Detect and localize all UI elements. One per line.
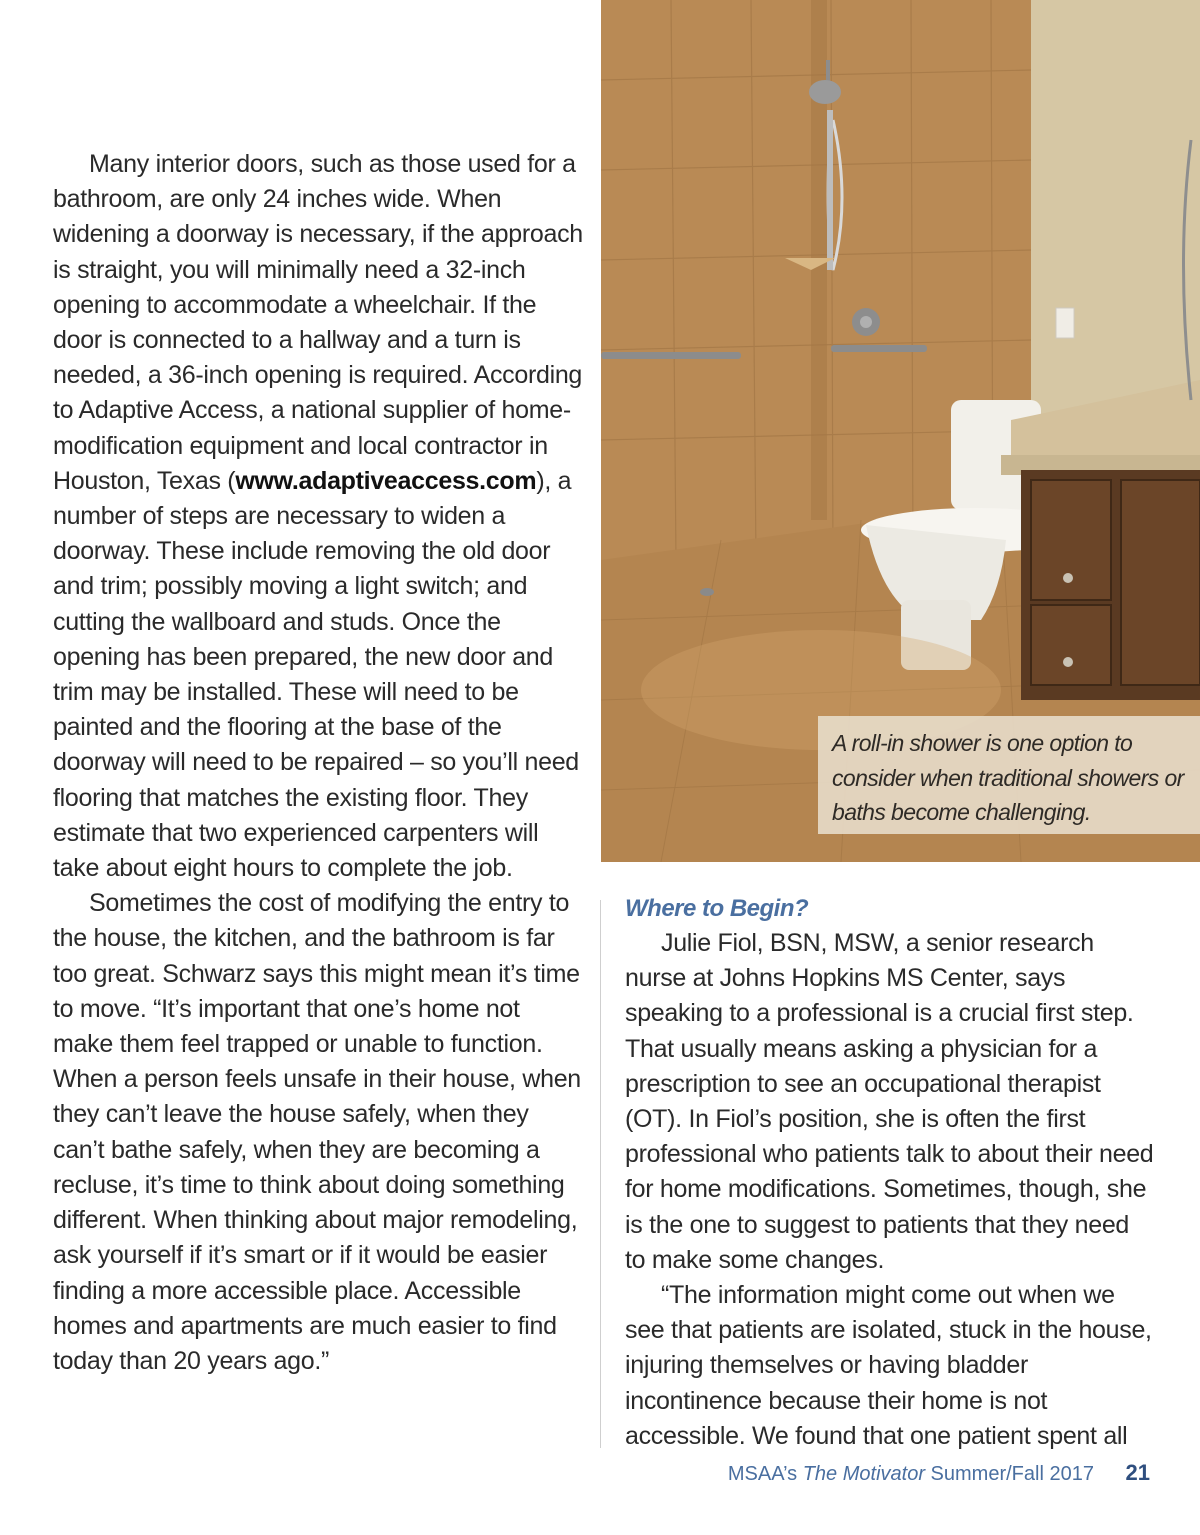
page-number: 21 [1125,1460,1150,1485]
footer-publisher: MSAA’s [727,1463,798,1485]
left-text-column [53,147,583,1379]
paragraph-text: Many interior doors, such as those used for a bathroom, are only 24 inches wide. When widening a doorway is necessary, if the approach is straight, you will minimally need a 32-inch opening to accommodate a wheelchair. If the door is connected to a hallway and a turn is needed, a 36-inch opening is required. According to Adaptive Access, a national supplier of home-modification equipment and local contractor in Houston, Texas ( [53,150,583,495]
website-link[interactable]: www.adaptiveaccess.com [235,466,537,495]
column-divider [600,900,601,1448]
page-footer [728,1460,1150,1486]
footer-issue: Summer/Fall 2017 [930,1463,1094,1485]
section-subhead: Where to Begin? [625,895,809,922]
paragraph: “The information might come out when we see that patients are isolated, stuck in the house, injuring themselves or having bladder incontinence because their home is not accessible. We found that one patient spent all [625,1281,1152,1450]
photo-caption: A roll-in shower is one option to consider when traditional showers or baths become challenging. [832,730,1184,825]
paragraph-text: ), a number of steps are necessary to widen a doorway. These include removing the old door and trim; possibly moving a light switch; and cutting the wallboard and studs. Once the opening has been prepared, the new door and trim may be installed. These will need to be painted and the flooring at the base of the doorway will need to be repaired – so you’ll need flooring that matches the existing floor. They estimate that two experienced carpenters will take about eight hours to complete the job. [53,466,579,883]
paragraph: Julie Fiol, BSN, MSW, a senior research nurse at Johns Hopkins MS Center, says speaking to a professional is a crucial first step. That usually means asking a physician for a prescription to see an occupational therapist (OT). In Fiol’s position, she is often the first professional who patients talk to about their need for home modifications. Sometimes, though, she is the one to suggest to patients that they need to make some changes. [625,929,1154,1274]
paragraph: Sometimes the cost of modifying the entry to the house, the kitchen, and the bathroom is far too great. Schwarz says this might mean it’s time to move. “It’s important that one’s home not make them feel trapped or unable to function. When a person feels unsafe in their house, when they can’t leave the house safely, when they can’t bathe safely, when they are becoming a recluse, it’s time to think about doing something different. When thinking about major remodeling, ask yourself if it’s smart or if it would be easier finding a more accessible place. Accessible homes and apartments are much easier to find today than 20 years ago.” [53,889,581,1375]
footer-publication: The Motivator [802,1463,925,1485]
right-text-column [625,892,1155,1454]
paragraph [53,147,583,886]
